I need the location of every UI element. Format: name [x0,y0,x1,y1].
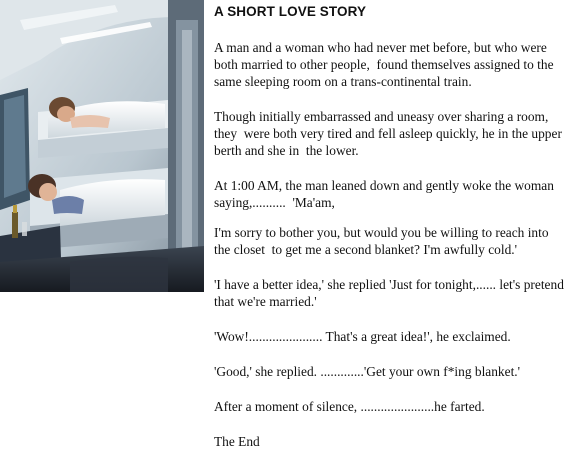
story-paragraph-8: After a moment of silence, ......................he farted. [214,399,485,414]
story-paragraph-9: The End [214,434,260,449]
story-paragraph-2: Though initially embarrassed and uneasy over sharing a room, they were both very tired and fell asleep quickly, he in the upper berth and she in the lower. [214,109,566,158]
story-paragraph-1: A man and a woman who had never met before, but who were both married to other people, found themselves assigned to the same sleeping room on a trans-continental train. [214,40,557,89]
story-paragraph-6: 'Wow!...................... That's a great idea!', he exclaimed. [214,329,511,344]
story-paragraph-7: 'Good,' she replied. .............'Get your own f*ing blanket.' [214,364,521,379]
story-title: A SHORT LOVE STORY [214,4,367,19]
story-paragraph-3: At 1:00 AM, the man leaned down and gently woke the woman saying,.......... 'Ma'am, [214,178,558,210]
train-berth-photo [0,0,204,292]
story-paragraph-5: 'I have a better idea,' she replied 'Just for tonight,...... let's pretend that we're married.' [214,277,568,309]
story-paragraph-4: I'm sorry to bother you, but would you be willing to reach into the closet to get me a second blanket? I'm awfully cold.' [214,225,552,257]
story-body [214,39,568,468]
